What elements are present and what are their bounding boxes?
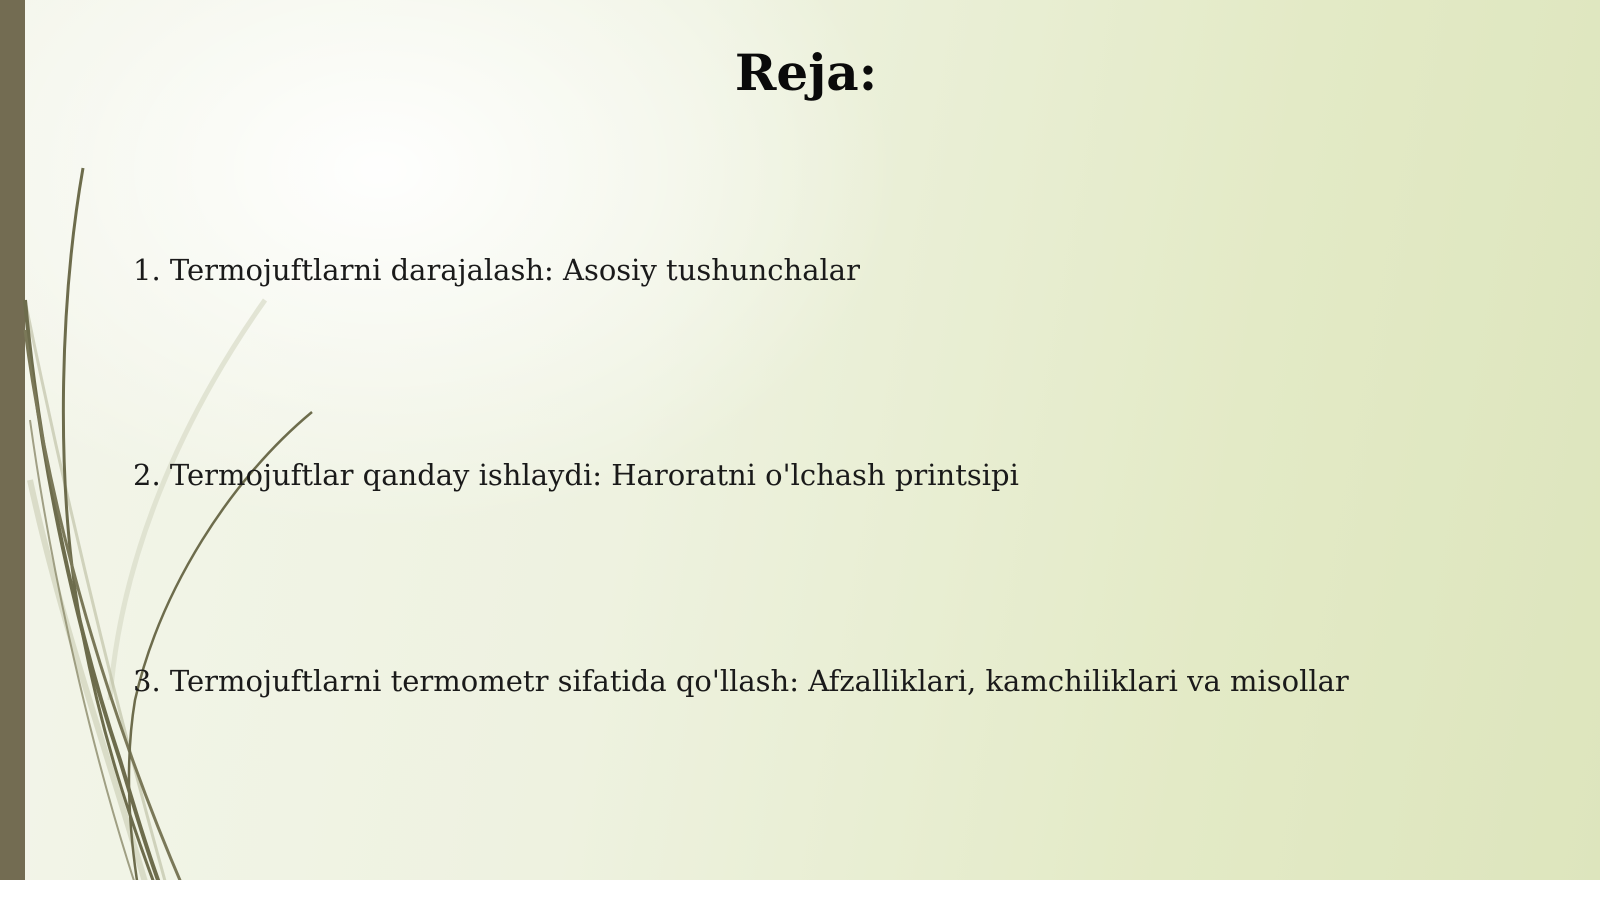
plan-item-3: 3. Termojuftlarni termometr sifatida qo'llash: Afzalliklari, kamchiliklari va misollar: [133, 664, 1349, 698]
slide-title: Reja:: [734, 43, 878, 102]
bottom-border: [0, 880, 1600, 899]
plan-item-1: 1. Termojuftlarni darajalash: Asosiy tushunchalar: [133, 253, 860, 287]
plan-item-2: 2. Termojuftlar qanday ishlaydi: Haroratni o'lchash printsipi: [133, 458, 1019, 492]
grass-decoration: [0, 0, 320, 899]
